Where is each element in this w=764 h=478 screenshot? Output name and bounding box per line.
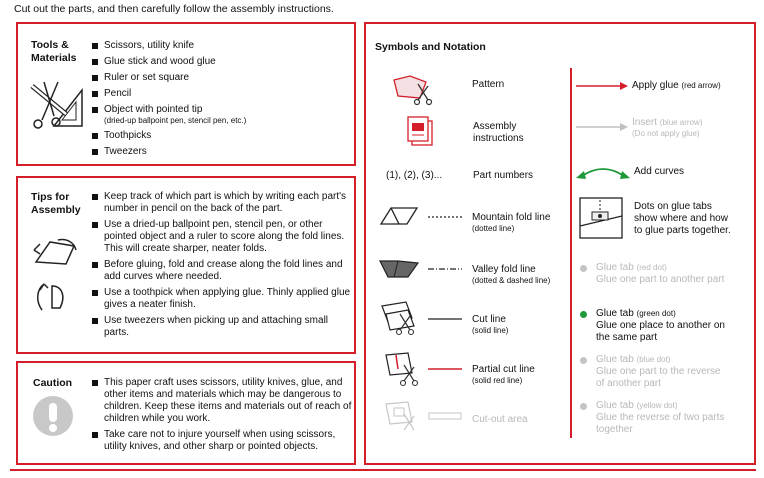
warning-exclamation-icon xyxy=(32,395,74,437)
caution-panel xyxy=(16,361,356,465)
assembly-instructions-icon xyxy=(406,115,434,147)
list-item: Toothpicks xyxy=(92,130,352,142)
cut-line-label: Cut line (solid line) xyxy=(472,314,509,335)
list-item: Glue stick and wood glue xyxy=(92,56,352,68)
green-dot-icon xyxy=(580,311,587,318)
tips-assembly-panel xyxy=(16,176,356,354)
list-item: Use tweezers when picking up and attaching small parts. xyxy=(92,315,354,339)
insert-label: Insert (blue arrow) (Do not apply glue) xyxy=(632,117,703,138)
symbols-divider xyxy=(570,68,572,438)
solid-line-sample-icon xyxy=(428,317,462,321)
symbols-notation-panel xyxy=(364,22,756,465)
list-item: Use a dried-up ballpoint pen, stencil pen, or other pointed object and a ruler to score along the fold lines. This will create sharper, neater folds. xyxy=(92,219,354,255)
part-numbers-prefix: (1), (2), (3)... xyxy=(386,170,443,181)
list-item: Object with pointed tip (dried-up ballpoint pen, stencil pen, etc.) xyxy=(92,104,352,126)
tips-list xyxy=(92,191,354,339)
blue-glue-tab-label: Glue tab (blue dot) Glue one part to the reverse of another part xyxy=(596,354,721,389)
list-item: This paper craft uses scissors, utility knives, glue, and other items and materials which may be dangerous to children. Keep these items and materials out of reach of children while you work. xyxy=(92,377,354,425)
glue-dots-diagram-icon xyxy=(578,196,624,240)
tools-illustration-icon xyxy=(24,76,86,132)
page-heading: Cut out the parts, and then carefully follow the assembly instructions. xyxy=(14,3,334,15)
tips-title: Tips for Assembly xyxy=(31,191,81,216)
caution-title: Caution xyxy=(33,377,73,389)
pattern-label: Pattern xyxy=(472,79,505,90)
red-arrow-icon xyxy=(576,82,628,90)
red-dot-icon xyxy=(580,265,587,272)
part-numbers-label: Part numbers xyxy=(473,170,534,181)
cutout-box-sample-icon xyxy=(428,412,462,420)
list-item: Keep track of which part is which by writing each part's number in pencil on the back of the part. xyxy=(92,191,354,215)
red-line-sample-icon xyxy=(428,367,462,371)
dotted-line-sample-icon xyxy=(428,215,462,219)
tools-list xyxy=(92,40,352,158)
caution-list xyxy=(92,377,354,453)
hand-curving-icon xyxy=(32,278,72,314)
bottom-rule xyxy=(10,469,756,471)
list-item: Use a toothpick when applying glue. Thinly applied glue gives a neater finish. xyxy=(92,287,354,311)
list-item: Scissors, utility knife xyxy=(92,40,352,52)
tools-materials-panel xyxy=(16,22,356,166)
add-curves-label: Add curves xyxy=(634,166,685,177)
symbols-title: Symbols and Notation xyxy=(375,41,486,53)
red-glue-tab-label: Glue tab (red dot) Glue one part to another part xyxy=(596,262,725,285)
curve-arrow-icon xyxy=(576,164,630,180)
yellow-dot-icon xyxy=(580,403,587,410)
partial-cut-scissors-icon xyxy=(382,351,422,387)
pattern-icon xyxy=(390,72,434,106)
yellow-glue-tab-label: Glue tab (yellow dot) Glue the reverse of two parts together xyxy=(596,400,725,435)
mountain-fold-icon xyxy=(379,204,419,226)
tools-title: Tools & Materials xyxy=(31,39,77,64)
dash-dot-line-sample-icon xyxy=(428,267,462,271)
cutout-area-label: Cut-out area xyxy=(472,414,528,425)
apply-glue-label: Apply glue (red arrow) xyxy=(632,80,721,91)
hand-folding-icon xyxy=(30,236,80,266)
assembly-instructions-label: Assembly instructions xyxy=(473,121,524,144)
glue-dots-description: Dots on glue tabs show where and how to glue parts together. xyxy=(634,201,731,236)
list-item: Pencil xyxy=(92,88,352,100)
valley-fold-label: Valley fold line (dotted & dashed line) xyxy=(472,264,551,285)
cut-line-scissors-icon xyxy=(378,300,420,336)
green-glue-tab-label: Glue tab (green dot) Glue one place to another on the same part xyxy=(596,308,725,343)
blue-dot-icon xyxy=(580,357,587,364)
partial-cut-label: Partial cut line (solid red line) xyxy=(472,364,535,385)
list-item: Take care not to injure yourself when using scissors, utility knives, and other sharp or pointed objects. xyxy=(92,429,354,453)
mountain-fold-label: Mountain fold line (dotted line) xyxy=(472,212,551,233)
cutout-area-icon xyxy=(382,400,422,434)
list-item: Ruler or set square xyxy=(92,72,352,84)
valley-fold-icon xyxy=(378,257,420,279)
blue-arrow-icon xyxy=(576,123,628,131)
list-item: Before gluing, fold and crease along the fold lines and add curves where needed. xyxy=(92,259,354,283)
list-item: Tweezers xyxy=(92,146,352,158)
